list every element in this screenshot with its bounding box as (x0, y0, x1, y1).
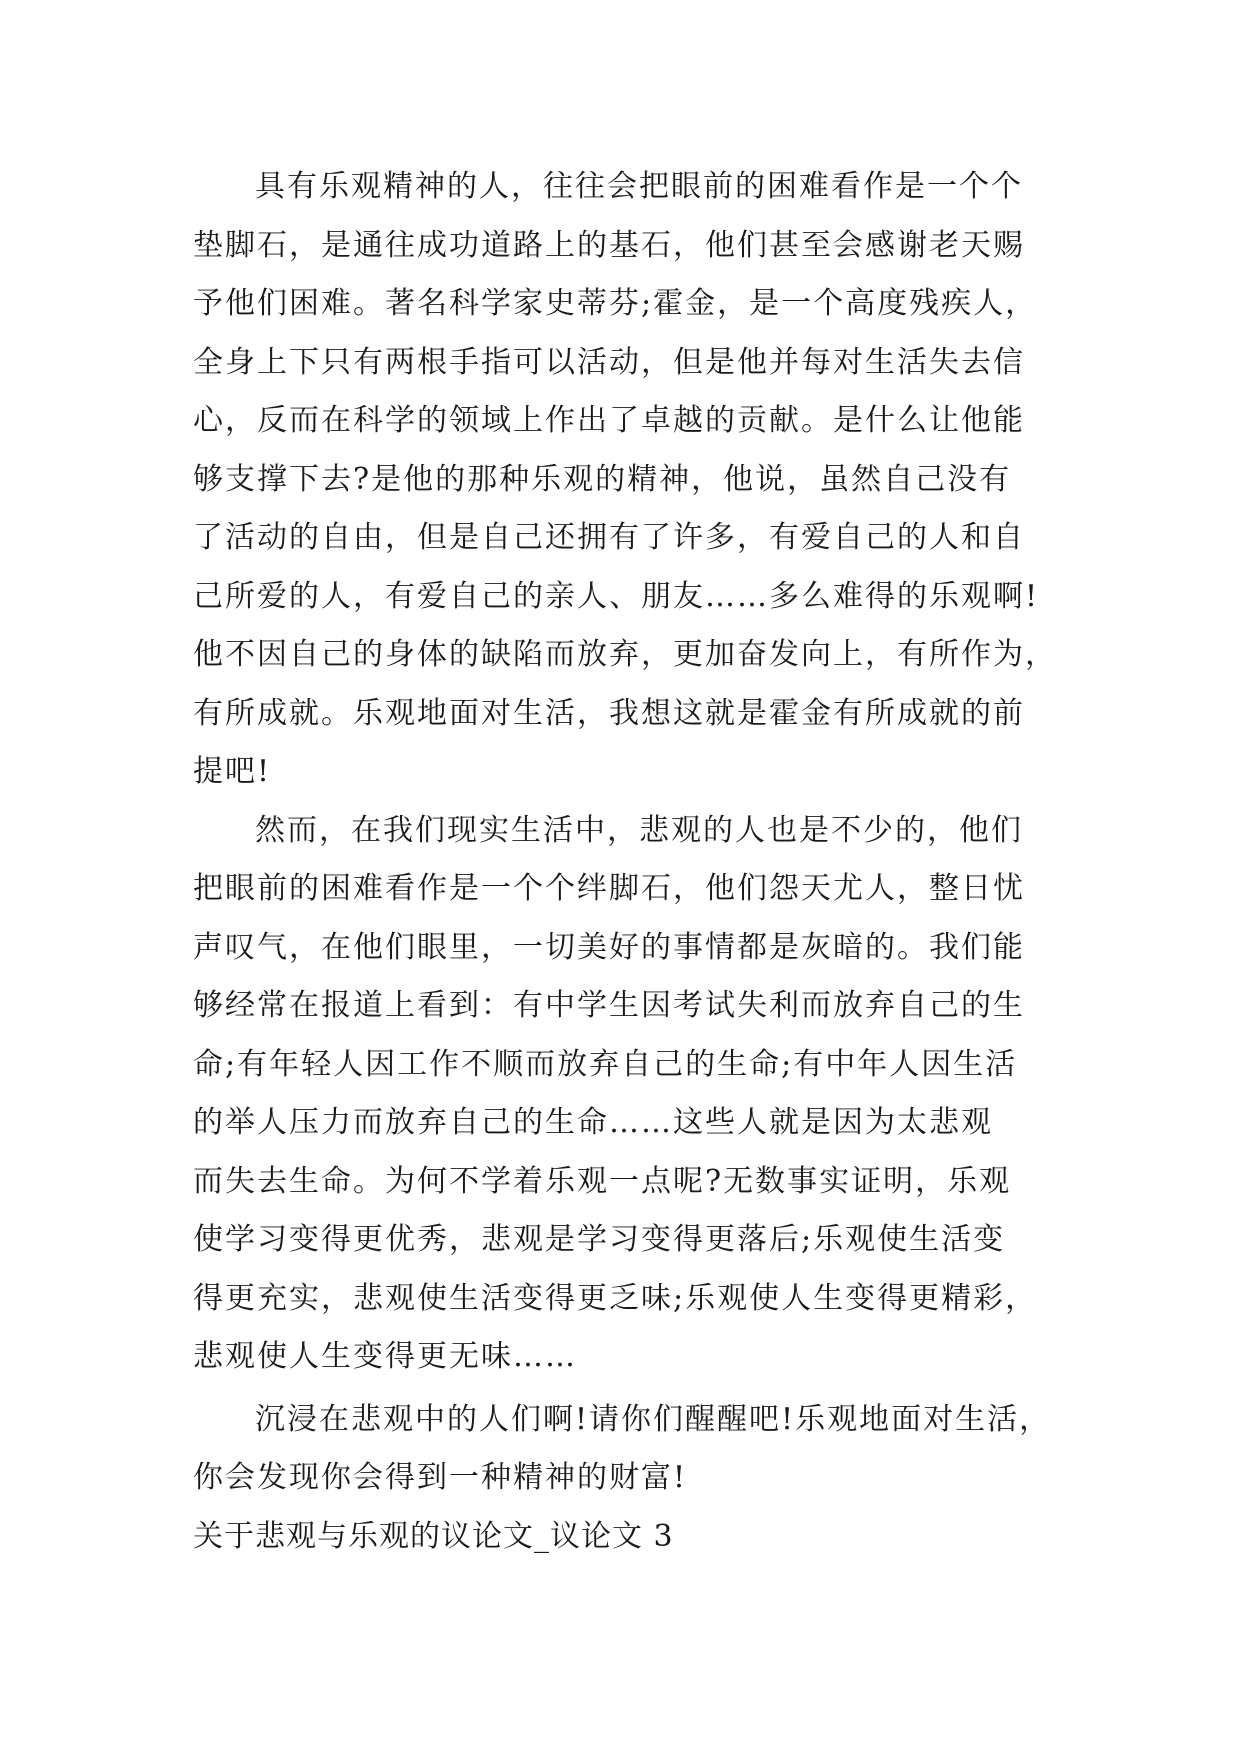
paragraph-line: 悲观使人生变得更无味…… (193, 1339, 577, 1374)
paragraph-3 (193, 1391, 1073, 1508)
paragraph-2 (193, 802, 1073, 1387)
paragraph-line: 全身上下只有两根手指可以活动，但是他并每对生活失去信 (193, 344, 1025, 380)
paragraph-line: 够经常在报道上看到：有中学生因考试失利而放弃自己的生 (193, 988, 1025, 1023)
paragraph-line: 具有乐观精神的人，往往会把眼前的困难看作是一个个 (255, 169, 1023, 204)
paragraph-line: 而失去生命。为何不学着乐观一点呢?无数事实证明，乐观 (193, 1163, 1012, 1199)
paragraph-line: 了活动的自由，但是自己还拥有了许多，有爱自己的人和自 (193, 520, 1025, 555)
paragraph-line: 你会发现你会得到一种精神的财富! (193, 1460, 688, 1495)
paragraph-line: 他不因自己的身体的缺陷而放弃，更加奋发向上，有所作为， (193, 637, 1057, 672)
paragraph-line: 心，反而在科学的领域上作出了卓越的贡献。是什么让他能 (193, 403, 1025, 438)
paragraph-line: 有所成就。乐观地面对生活，我想这就是霍金有所成就的前 (193, 695, 1025, 731)
paragraph-line: 的举人压力而放弃自己的生命……这些人就是因为太悲观 (193, 1105, 993, 1140)
paragraph-line: 己所爱的人，有爱自己的亲人、朋友……多么难得的乐观啊! (193, 578, 1040, 614)
paragraph-line: 予他们困难。著名科学家史蒂芬;霍金，是一个高度残疾人， (193, 286, 1038, 321)
paragraph-line: 声叹气，在他们眼里，一切美好的事情都是灰暗的。我们能 (193, 929, 1025, 965)
paragraph-line: 够支撑下去?是他的那种乐观的精神，他说，虽然自己没有 (193, 461, 1012, 497)
paragraph-line: 得更充实，悲观使生活变得更乏味;乐观使人生变得更精彩， (193, 1280, 1038, 1316)
paragraph-line: 使学习变得更优秀，悲观是学习变得更落后;乐观使生活变 (193, 1222, 1006, 1257)
paragraph-line: 沉浸在悲观中的人们啊!请你们醒醒吧!乐观地面对生活， (255, 1401, 1052, 1437)
paragraph-line: 然而，在我们现实生活中，悲观的人也是不少的，他们 (255, 812, 1023, 848)
section-title: 关于悲观与乐观的议论文_议论文 3 (193, 1518, 674, 1554)
paragraph-line: 命;有年轻人因工作不顺而放弃自己的生命;有中年人因生活 (193, 1046, 1018, 1082)
document-body (193, 158, 1073, 1566)
paragraph-line: 垫脚石，是通往成功道路上的基石，他们甚至会感谢老天赐 (193, 227, 1025, 263)
paragraph-line: 把眼前的困难看作是一个个绊脚石，他们怨天尤人，整日忧 (193, 871, 1025, 906)
paragraph-1 (193, 158, 1073, 802)
paragraph-line: 提吧! (193, 754, 272, 789)
